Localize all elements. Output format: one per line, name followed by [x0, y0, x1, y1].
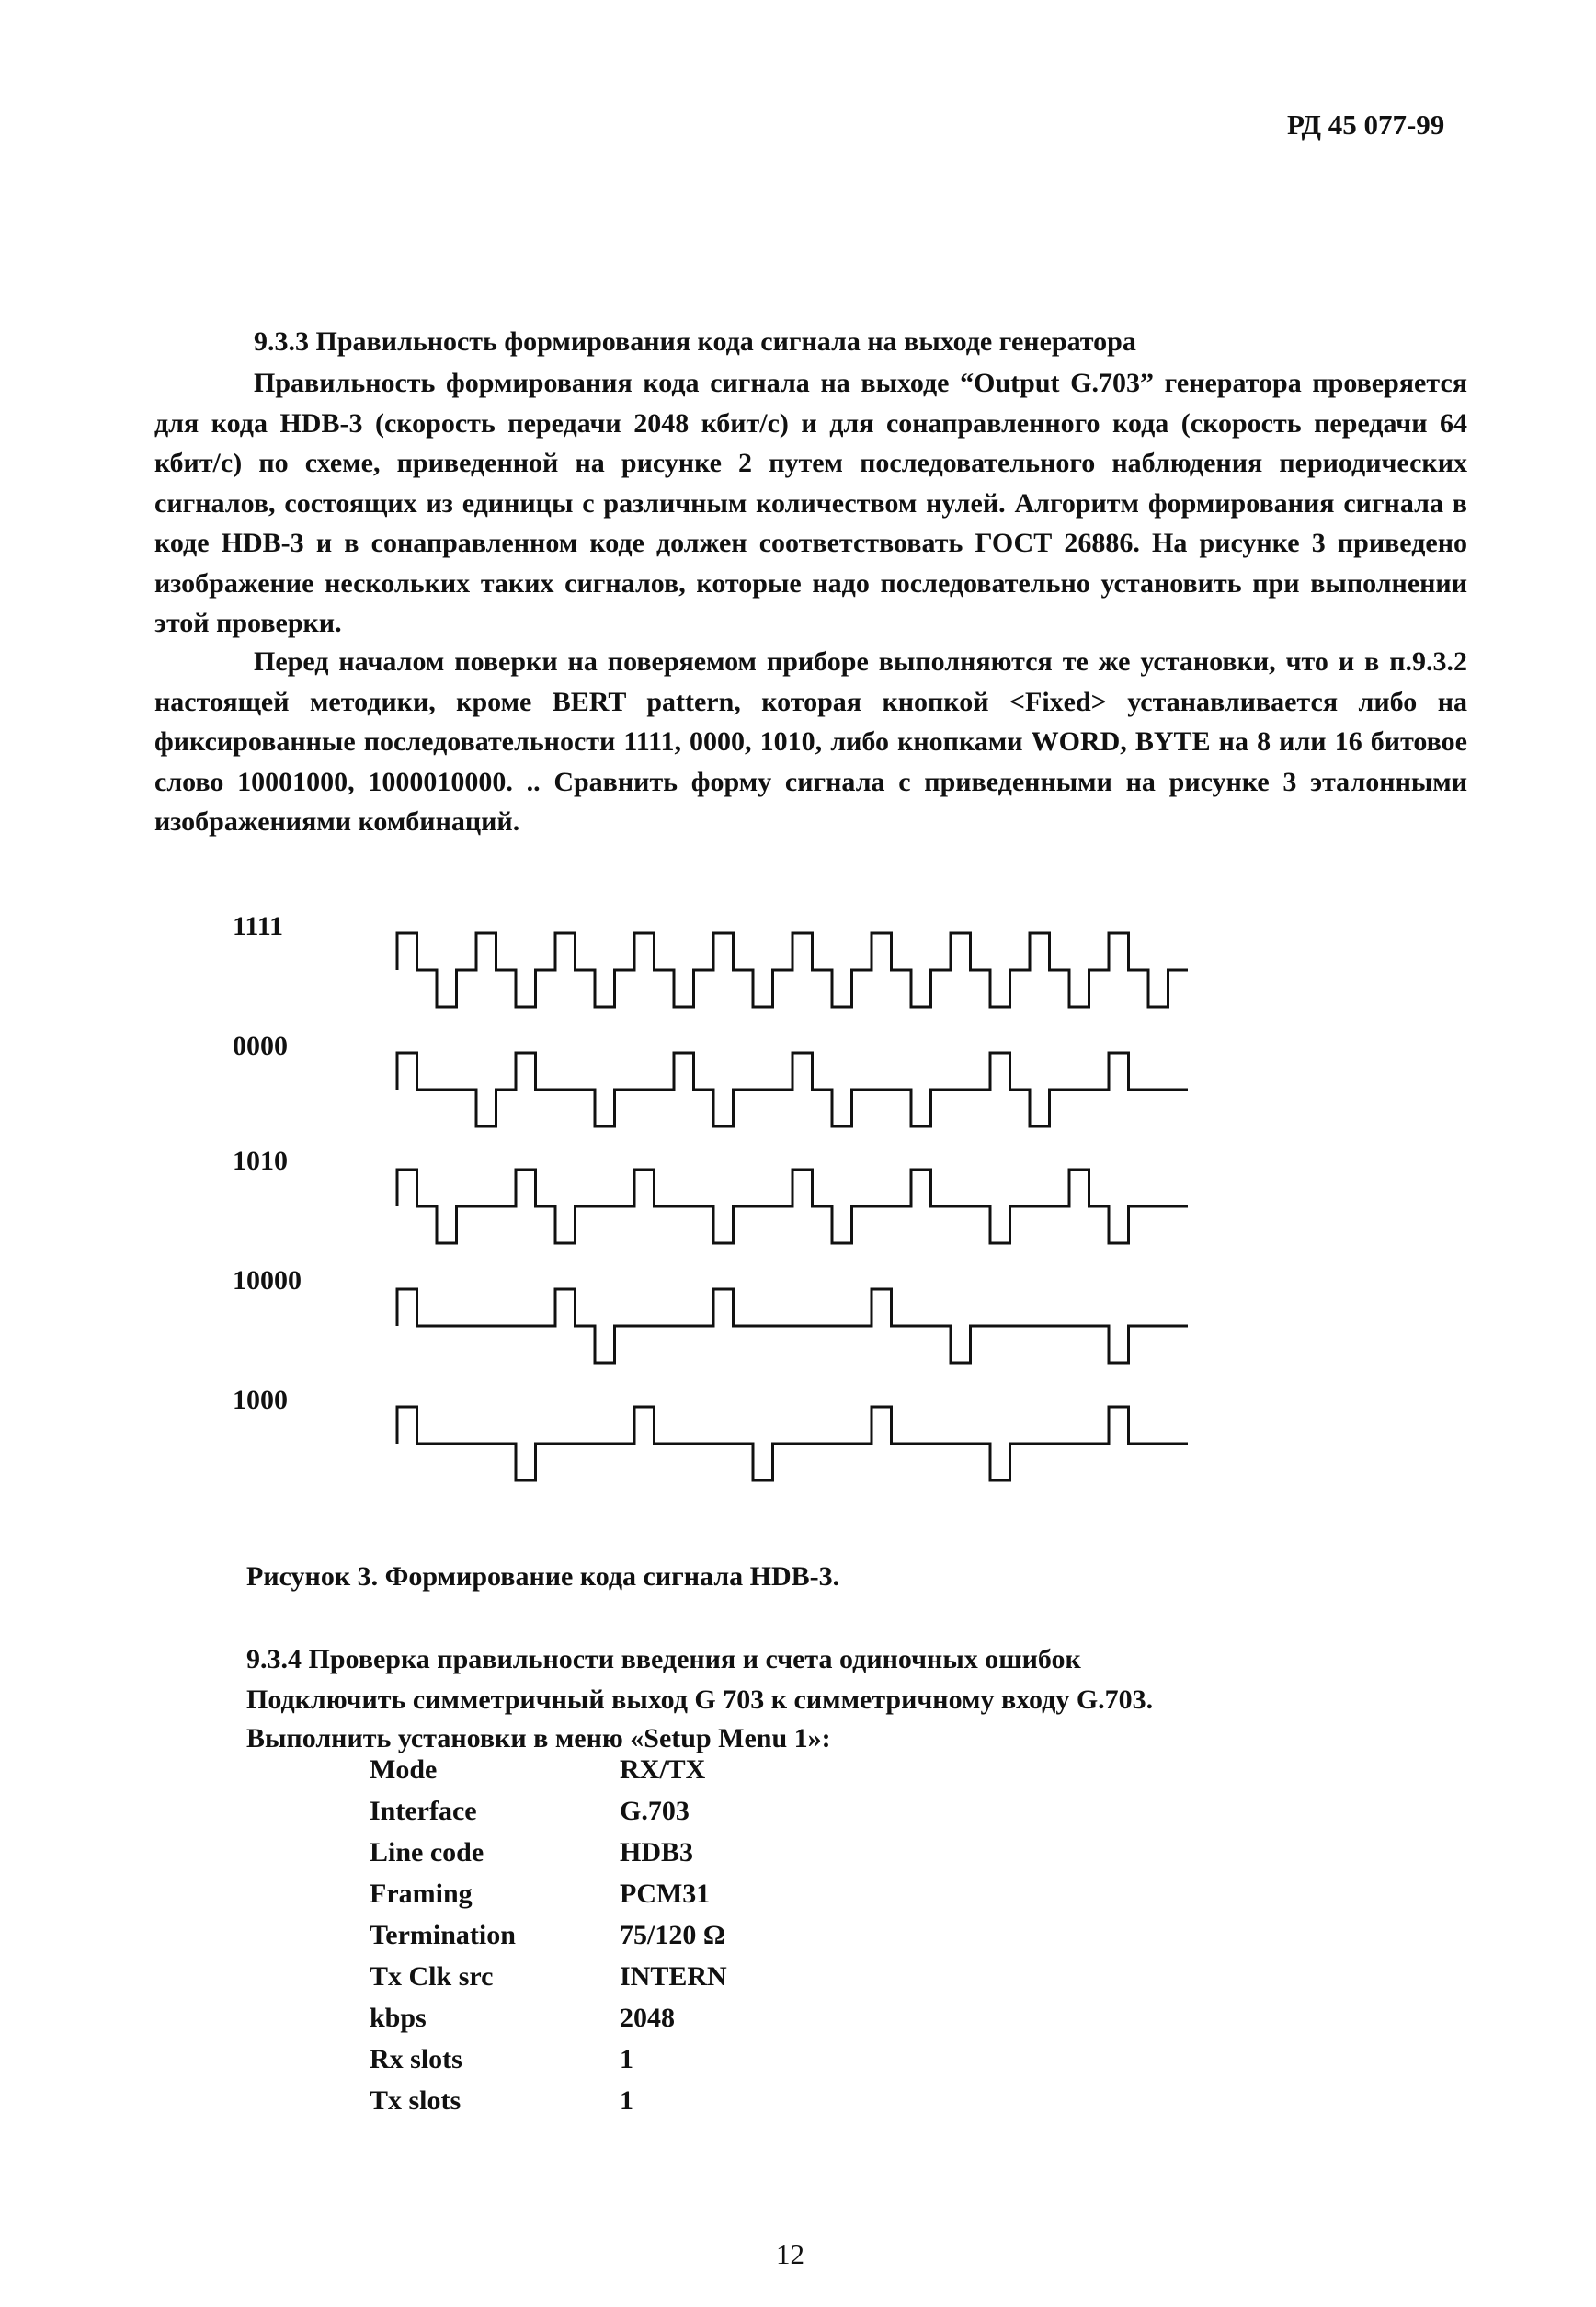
document-code: РД 45 077-99	[1287, 108, 1445, 141]
waveform-trace	[397, 1289, 1188, 1363]
figure-3-waveforms	[0, 883, 1596, 1526]
waveform-label: 1000	[233, 1385, 288, 1415]
setting-row	[370, 1790, 727, 1832]
section-333-paragraph-1: Правильность формирования кода сигнала на выходе “Output G.703” генератора проверяется для кода HDB-3 (скорость передачи 2048 кбит/с) и для сонаправленного кода (скорость передачи 64 кбит/с) по схеме, приведенной на рисунке 2 путем последовательного наблюдения периодических сигналов, состоящих из единицы с различным количеством нулей. Алгоритм формирования сигнала в коде HDB-3 и в сонаправленном коде должен соответствовать ГОСТ 26886. На рисунке 3 приведено изображение нескольких таких сигналов, которые надо последовательно установить при выполнении этой проверки.	[154, 368, 1467, 638]
setting-value: 1	[620, 2084, 633, 2116]
page-number: 12	[776, 2238, 804, 2270]
setting-value: HDB3	[620, 1836, 694, 1867]
figure-3-caption: Рисунок 3. Формирование кода сигнала HDB-3.	[246, 1561, 840, 1592]
waveform-label: 1010	[233, 1146, 288, 1176]
setting-key: Termination	[370, 1919, 516, 1950]
waveform-trace	[397, 933, 1188, 1007]
setting-row	[370, 1749, 727, 1790]
setting-key: Framing	[370, 1878, 473, 1909]
section-334-line-1: Подключить симметричный выход G 703 к симметричному входу G.703.	[246, 1685, 1154, 1715]
setting-key: Line code	[370, 1836, 484, 1867]
setting-row	[370, 1832, 727, 1873]
setup-menu-settings	[370, 1749, 727, 2121]
setting-key: Rx slots	[370, 2043, 462, 2074]
setting-key: Tx slots	[370, 2084, 462, 2116]
waveform-trace	[397, 1170, 1188, 1243]
setting-row	[370, 2039, 727, 2080]
setting-key: Interface	[370, 1795, 477, 1826]
waveform-label: 10000	[233, 1265, 302, 1296]
setting-row	[370, 1914, 727, 1956]
section-333-paragraph-2: Перед началом поверки на поверяемом приборе выполняются те же установки, что и в п.9.3.2 настоящей методики, кроме BERT pattern, которая кнопкой <Fixed> устанавливается либо на фиксированные последовательности 1111, 0000, 1010, либо кнопками WORD, BYTE на 8 или 16 битовое слово 10001000, 1000010000. .. Сравнить форму сигнала с приведенными на рисунке 3 эталонными изображениями комбинаций.	[154, 646, 1467, 837]
setting-key: Mode	[370, 1753, 438, 1785]
setting-value: PCM31	[620, 1878, 711, 1909]
setting-row	[370, 1997, 727, 2039]
waveform-label: 1111	[233, 911, 284, 942]
setting-key: kbps	[370, 2002, 427, 2033]
setting-row	[370, 1956, 727, 1997]
setting-value: RX/TX	[620, 1753, 706, 1785]
waveform-trace	[397, 1407, 1188, 1480]
setting-key: Tx Clk src	[370, 1960, 494, 1992]
setting-value: G.703	[620, 1795, 690, 1826]
setting-row	[370, 2080, 727, 2121]
waveform-label: 0000	[233, 1031, 288, 1061]
section-334-title: 9.3.4 Проверка правильности введения и счета одиночных ошибок	[246, 1644, 1081, 1674]
setting-row	[370, 1873, 727, 1914]
section-334-line-2: Выполнить установки в меню «Setup Menu 1»:	[246, 1723, 831, 1753]
section-333-title: 9.3.3 Правильность формирования кода сигнала на выходе генератора	[254, 326, 1136, 357]
setting-value: 1	[620, 2043, 633, 2074]
setting-value: INTERN	[620, 1960, 727, 1992]
setting-value: 75/120 Ω	[620, 1919, 725, 1950]
setting-value: 2048	[620, 2002, 675, 2033]
waveform-trace	[397, 1053, 1188, 1126]
